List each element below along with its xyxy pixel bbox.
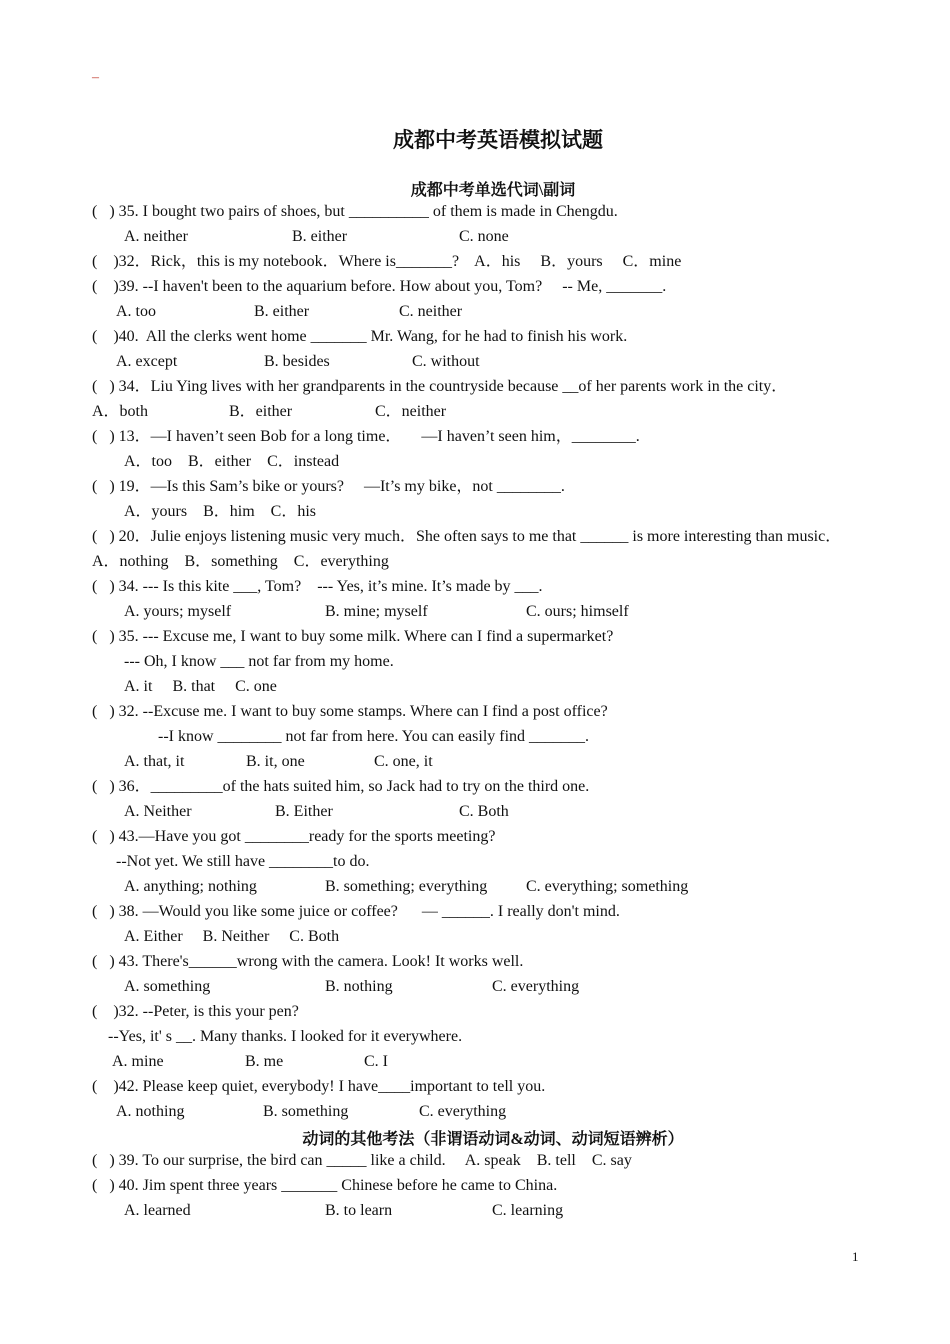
option-b: B. mine; myself [325, 603, 428, 620]
question-34-liu-ying: ( ) 34．Liu Ying lives with her grandparents in the countryside because __of her parents work in the city． [92, 378, 788, 395]
option-b: B. it, one [246, 753, 305, 770]
option-a: A. too [116, 303, 156, 320]
page-title: 成都中考英语模拟试题 [393, 128, 603, 152]
option-a: A. anything; nothing [124, 878, 257, 895]
section-heading-verbs: 动词的其他考法（非谓语动词&动词、动词短语辨析） [302, 1131, 684, 1148]
option-c: C. without [412, 353, 480, 370]
option-a: A. yours; myself [124, 603, 232, 620]
question-39-bird: ( ) 39. To our surprise, the bird can _____ like a child. A. speak B. tell C. say [92, 1152, 632, 1169]
option-c: C. one, it [374, 753, 433, 770]
options-20: A．nothing B．something C．everything [92, 553, 389, 570]
option-b: B．either [229, 403, 293, 420]
question-32-stamps: ( ) 32. --Excuse me. I want to buy some stamps. Where can I find a post office? [92, 703, 608, 720]
option-b: B. nothing [325, 978, 393, 995]
question-32-pen-reply: --Yes, it' s __. Many thanks. I looked for it everywhere. [108, 1028, 463, 1045]
question-35-shoes: ( ) 35. I bought two pairs of shoes, but __________ of them is made in Chengdu. [92, 203, 618, 220]
option-b: B. Either [275, 803, 333, 820]
option-b: B. to learn [325, 1202, 393, 1219]
option-c: C. everything [419, 1103, 507, 1120]
question-19-bike: ( ) 19．—Is this Sam’s bike or yours? —It’s my bike，not ________. [92, 478, 565, 495]
section-heading-pronouns: 成都中考单选代词\副词 [410, 182, 576, 199]
question-32-notebook: ( )32．Rick，this is my notebook．Where is_______? A．his B．yours C．mine [92, 253, 682, 270]
option-b: B. either [292, 228, 348, 245]
option-a: A. mine [112, 1053, 164, 1070]
option-a: A. neither [124, 228, 188, 245]
corner-mark: – [92, 70, 99, 85]
option-a: A. learned [124, 1202, 191, 1219]
option-b: B. something; everything [325, 878, 488, 895]
options-13: A．too B．either C．instead [124, 453, 340, 470]
options-19: A．yours B．him C．his [124, 503, 317, 520]
question-32-reply: --I know ________ not far from here. You can easily find _______. [158, 728, 590, 745]
option-a: A. that, it [124, 753, 185, 770]
option-a: A．both [92, 403, 149, 420]
option-c: C. everything [492, 978, 580, 995]
question-32-pen: ( )32. --Peter, is this your pen? [92, 1003, 299, 1020]
option-c: C. learning [492, 1202, 564, 1219]
question-35-reply: --- Oh, I know ___ not far from my home. [124, 653, 394, 670]
option-b: B. either [254, 303, 310, 320]
question-20-julie: ( ) 20．Julie enjoys listening music very much．She often says to me that ______ is more interesting than music． [92, 528, 842, 545]
question-40-jim: ( ) 40. Jim spent three years _______ Chinese before he came to China. [92, 1177, 558, 1194]
option-a: A. except [116, 353, 178, 370]
question-35-milk: ( ) 35. --- Excuse me, I want to buy some milk. Where can I find a supermarket? [92, 628, 614, 645]
options-38: A. Either B. Neither C. Both [124, 928, 340, 945]
question-40-clerks: ( )40. All the clerks went home _______ Mr. Wang, for he had to finish his work. [92, 328, 628, 345]
option-c: C. everything; something [526, 878, 689, 895]
option-a: A. nothing [116, 1103, 185, 1120]
option-b: B. me [245, 1053, 284, 1070]
option-b: B. something [263, 1103, 349, 1120]
question-34-kite: ( ) 34. --- Is this kite ___, Tom? --- Yes, it’s mine. It’s made by ___. [92, 578, 543, 595]
question-43-camera: ( ) 43. There's______wrong with the camera. Look! It works well. [92, 953, 524, 970]
option-c: C. neither [399, 303, 463, 320]
option-c: C. Both [459, 803, 509, 820]
option-a: A. Neither [124, 803, 192, 820]
option-c: C. I [364, 1053, 388, 1070]
question-36-hats: ( ) 36．_________of the hats suited him, so Jack had to try on the third one. [92, 778, 590, 795]
question-39-aquarium: ( )39. --I haven't been to the aquarium before. How about you, Tom? -- Me, _______. [92, 278, 667, 295]
question-13-bob: ( ) 13．—I haven’t seen Bob for a long time． —I haven’t seen him，________. [92, 428, 640, 445]
question-42-quiet: ( )42. Please keep quiet, everybody! I have____important to tell you. [92, 1078, 546, 1095]
option-c: C. ours; himself [526, 603, 629, 620]
option-a: A. something [124, 978, 211, 995]
options-35: A. it B. that C. one [124, 678, 277, 695]
question-38-juice: ( ) 38. —Would you like some juice or coffee? — ______. I really don't mind. [92, 903, 620, 920]
page-number: 1 [852, 1249, 859, 1264]
option-b: B. besides [264, 353, 330, 370]
question-43-sports: ( ) 43.—Have you got ________ready for the sports meeting? [92, 828, 496, 845]
option-c: C．neither [375, 403, 447, 420]
question-43-reply: --Not yet. We still have ________to do. [116, 853, 370, 870]
option-c: C. none [459, 228, 509, 245]
